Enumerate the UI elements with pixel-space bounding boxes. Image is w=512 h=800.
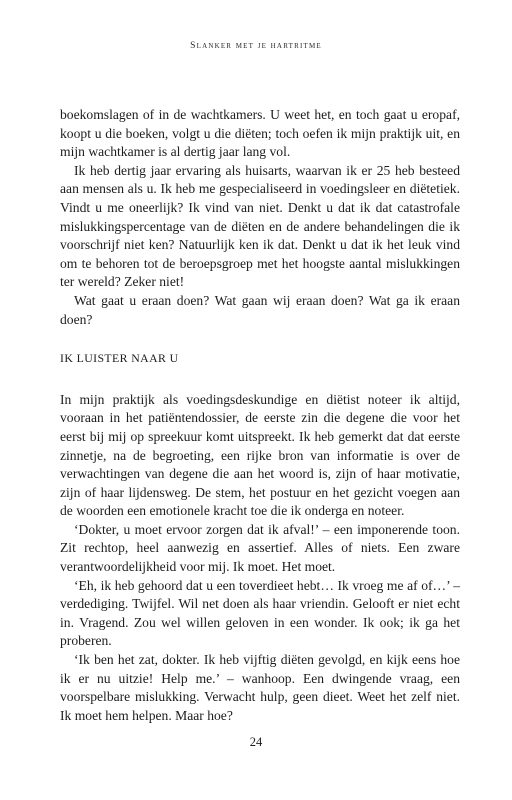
paragraph: Wat gaat u eraan doen? Wat gaan wij eraan doen? Wat ga ik eraan doen? — [60, 292, 460, 327]
paragraph-quote: ‘Ik ben het zat, dokter. Ik heb vijftig diëten gevolgd, en kijk eens hoe ik er nu uitzie! Help me.’ – wanhoop. Een dwingende vraag, een voorspelbare mislukking. Verwacht hulp, geen dieet. Weet het zelf niet. Ik moet hem helpen. Maar hoe? — [60, 652, 460, 723]
body-text — [60, 106, 460, 725]
paragraph-quote: ‘Dokter, u moet ervoor zorgen dat ik afval!’ – een imponerende toon. Zit rechtop, heel aanwezig en assertief. Alles of niets. Een zware verantwoordelijkheid voor mij. Ik moet. Het moet. — [60, 521, 460, 575]
paragraph-continuation: boekomslagen of in de wachtkamers. U weet het, en toch gaat u eropaf, koopt u die boeken, volgt u die diëten; toch oefen ik mijn praktijk uit, en mijn wachtkamer is al dertig jaar lang vol. — [60, 107, 460, 160]
paragraph: Ik heb dertig jaar ervaring als huisarts, waarvan ik er 25 heb besteed aan mensen als u. Ik heb me gespecialiseerd in voedingsleer en diëtetiek. Vindt u me oneerlijk? Ik vind van niet. Denkt u dat ik dat catastrofale mislukkingspercentage van de diëten en de andere behandelingen die ik voorschrijf niet ken? Natuurlijk ken ik dat. Denkt u dat ik het leuk vind om te behoren tot de beroepsgroep met het hoogste aantal mislukkingen ter wereld? Zeker niet! — [60, 162, 460, 290]
section-heading: IK LUISTER NAAR U — [60, 351, 179, 366]
paragraph: In mijn praktijk als voedingsdeskundige en diëtist noteer ik altijd, vooraan in het patiëntendossier, de eerste zin die degene die voor het eerst bij mij op spreekuur komt uitspreekt. Ik heb gemerkt dat dat eerste zinnetje, na de begroeting, een rijke bron van informatie is over de verwachtingen van degene die aan het woord is, zijn of haar motivatie, zijn of haar lijdensweg. De stem, het postuur en het gezicht voegen aan de woorden een emotionele kracht toe die ik onderga en noteer. — [60, 391, 460, 519]
running-head: Slanker met je hartritme — [190, 41, 322, 51]
paragraph-quote: ‘Eh, ik heb gehoord dat u een toverdieet hebt… Ik vroeg me af of…’ – verdediging. Twijfel. Wil net doen als haar vriendin. Gelooft er niet echt in. Vragend. Zou wel willen geloven in een wonder. Ik ook; ik ga het proberen. — [60, 577, 460, 649]
page-number: 24 — [249, 735, 263, 749]
